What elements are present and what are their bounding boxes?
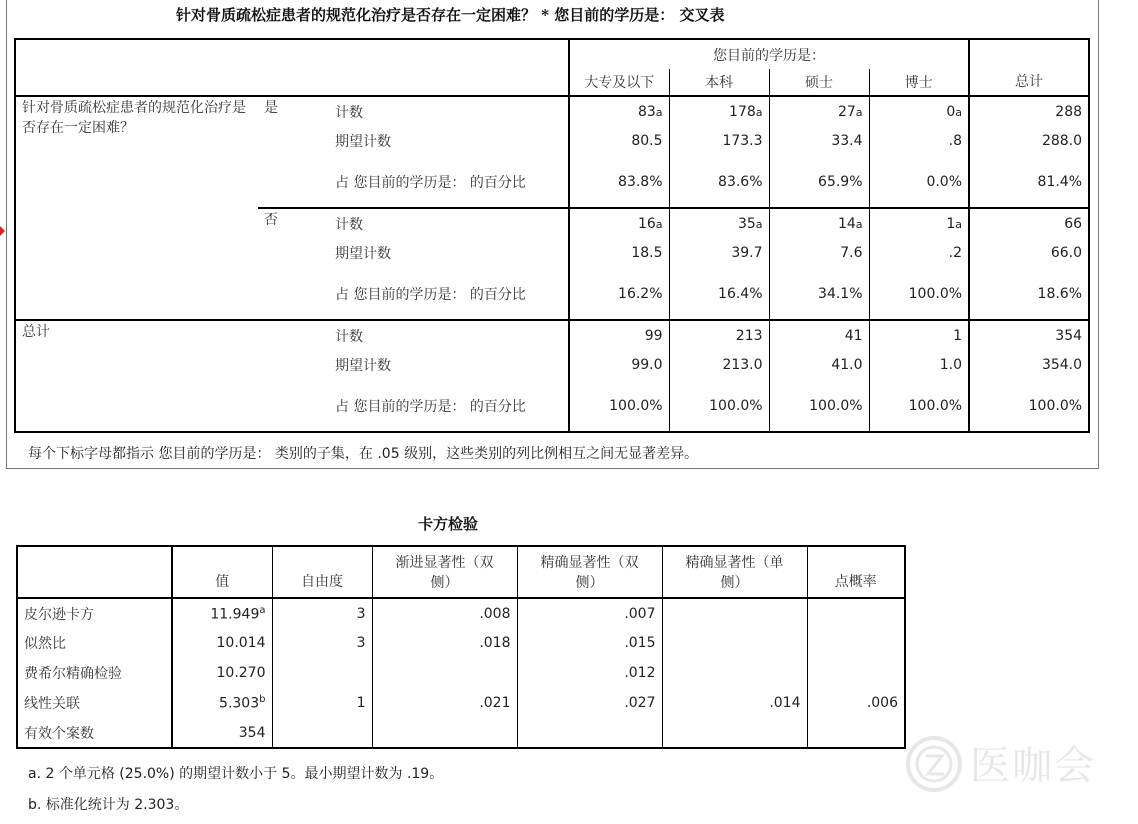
cell: 0a bbox=[869, 96, 969, 126]
row-var-label: 针对骨质疏松症患者的规范化治疗是否存在一定困难？ bbox=[15, 96, 258, 320]
cell bbox=[662, 718, 807, 748]
total-cell: 100.0% bbox=[969, 380, 1089, 432]
cell: 100.0% bbox=[769, 380, 869, 432]
cell: .012 bbox=[517, 658, 662, 688]
col-header: 精确显著性（单侧） bbox=[662, 546, 807, 598]
cell bbox=[272, 658, 372, 688]
cell: 33.4 bbox=[769, 126, 869, 156]
row-label: 有效个案数 bbox=[17, 718, 172, 748]
col-header: 精确显著性（双侧） bbox=[517, 546, 662, 598]
cell: 65.9% bbox=[769, 156, 869, 208]
cell: 1a bbox=[869, 208, 969, 238]
cell: 100.0% bbox=[869, 268, 969, 320]
stat-label: 占 您目前的学历是： 的百分比 bbox=[329, 268, 569, 320]
cell: 178a bbox=[669, 96, 769, 126]
stat-label: 期望计数 bbox=[335, 358, 391, 374]
category-label: 否 bbox=[258, 208, 329, 320]
cell: 213 bbox=[669, 320, 769, 350]
stat-label: 占 您目前的学历是： 的百分比 bbox=[335, 174, 526, 191]
col-header: 大专及以下 bbox=[569, 69, 669, 96]
cell: .027 bbox=[517, 688, 662, 718]
cell: .006 bbox=[807, 688, 905, 718]
cell: .008 bbox=[372, 598, 517, 628]
col-header: 渐进显著性（双侧） bbox=[372, 546, 517, 598]
cell: .8 bbox=[869, 126, 969, 156]
footnote-b: b. 标准化统计为 2.303。 bbox=[28, 797, 189, 813]
cell: 16.4% bbox=[669, 268, 769, 320]
cell bbox=[272, 718, 372, 748]
total-cell: 66 bbox=[969, 208, 1089, 238]
cell: 1.0 bbox=[869, 350, 969, 380]
total-cell: 354.0 bbox=[969, 350, 1089, 380]
cell: 354 bbox=[172, 718, 272, 748]
cell: 5.303$^b$ bbox=[172, 688, 272, 718]
watermark-text: 医咖会 bbox=[970, 743, 1096, 789]
cell: 80.5 bbox=[569, 126, 669, 156]
cell: .021 bbox=[372, 688, 517, 718]
crosstab-title: 针对骨质疏松症患者的规范化治疗是否存在一定困难？ * 您目前的学历是： 交叉表 bbox=[176, 6, 725, 24]
cell: 10.270 bbox=[172, 658, 272, 688]
cell: 16a bbox=[569, 208, 669, 238]
cell bbox=[807, 628, 905, 658]
stat-label: 计数 bbox=[329, 208, 569, 238]
total-cell: 18.6% bbox=[969, 268, 1089, 320]
cell bbox=[662, 658, 807, 688]
cell: 39.7 bbox=[669, 238, 769, 268]
cell: 100.0% bbox=[569, 380, 669, 432]
row-label: 似然比 bbox=[17, 628, 172, 658]
col-group-header: 您目前的学历是： bbox=[569, 39, 969, 69]
footnote-a: a. 2 个单元格 (25.0%) 的期望计数小于 5。最小期望计数为 .19。 bbox=[28, 766, 444, 782]
logo-mark-icon bbox=[898, 726, 968, 801]
total-header: 总计 bbox=[969, 39, 1089, 96]
cell: 16.2% bbox=[569, 268, 669, 320]
cell bbox=[662, 628, 807, 658]
cell bbox=[807, 598, 905, 628]
red-arrow-icon bbox=[0, 226, 5, 236]
cell: 14a bbox=[769, 208, 869, 238]
cell: 18.5 bbox=[569, 238, 669, 268]
corner-cell bbox=[17, 546, 172, 598]
cell: 10.014 bbox=[172, 628, 272, 658]
cell: 41.0 bbox=[769, 350, 869, 380]
cell: 83a bbox=[569, 96, 669, 126]
cell: 0.0% bbox=[869, 156, 969, 208]
cell: 100.0% bbox=[869, 380, 969, 432]
row-label: 线性关联 bbox=[17, 688, 172, 718]
crosstab-table bbox=[14, 38, 1090, 433]
col-header: 本科 bbox=[669, 69, 769, 96]
cell: 3 bbox=[272, 598, 372, 628]
row-label: 皮尔逊卡方 bbox=[17, 598, 172, 628]
cell bbox=[372, 718, 517, 748]
cell: .014 bbox=[662, 688, 807, 718]
cell: 83.8% bbox=[569, 156, 669, 208]
cell bbox=[372, 658, 517, 688]
stat-label: 计数 bbox=[335, 328, 363, 345]
stat-label: 期望计数 bbox=[335, 134, 391, 150]
cell: 173.3 bbox=[669, 126, 769, 156]
cell: .007 bbox=[517, 598, 662, 628]
cell: 11.949$^a$ bbox=[172, 598, 272, 628]
total-cell: 354 bbox=[969, 320, 1089, 350]
cell: 7.6 bbox=[769, 238, 869, 268]
cell: .018 bbox=[372, 628, 517, 658]
cell: 100.0% bbox=[669, 380, 769, 432]
cell bbox=[517, 718, 662, 748]
cell: 1 bbox=[869, 320, 969, 350]
cell: 99 bbox=[569, 320, 669, 350]
cell: 3 bbox=[272, 628, 372, 658]
cell: 35a bbox=[669, 208, 769, 238]
cell: 83.6% bbox=[669, 156, 769, 208]
chisq-table bbox=[16, 545, 906, 749]
col-header: 博士 bbox=[869, 69, 969, 96]
stat-label: 占 您目前的学历是： 的百分比 bbox=[329, 380, 569, 432]
cell: .015 bbox=[517, 628, 662, 658]
cell bbox=[807, 658, 905, 688]
stat-label: 计数 bbox=[335, 104, 363, 121]
cell bbox=[807, 718, 905, 748]
chisq-title: 卡方检验 bbox=[418, 515, 479, 533]
cell: 1 bbox=[272, 688, 372, 718]
row-label: 费希尔精确检验 bbox=[17, 658, 172, 688]
col-header: 自由度 bbox=[272, 546, 372, 598]
cell bbox=[662, 598, 807, 628]
grand-total-label: 总计 bbox=[15, 320, 329, 432]
total-cell: 288.0 bbox=[969, 126, 1089, 156]
cell: 213.0 bbox=[669, 350, 769, 380]
corner-cell bbox=[15, 39, 569, 96]
cell: 41 bbox=[769, 320, 869, 350]
col-header: 硕士 bbox=[769, 69, 869, 96]
total-cell: 288 bbox=[969, 96, 1089, 126]
crosstab-note: 每个下标字母都指示 您目前的学历是： 类别的子集，在 .05 级别，这些类别的列比例相互之间无显著差异。 bbox=[28, 446, 699, 462]
total-cell: 81.4% bbox=[969, 156, 1089, 208]
cell: .2 bbox=[869, 238, 969, 268]
category-label: 是 bbox=[264, 100, 278, 116]
cell: 34.1% bbox=[769, 268, 869, 320]
cell: 99.0 bbox=[569, 350, 669, 380]
col-header: 点概率 bbox=[807, 546, 905, 598]
stat-label: 期望计数 bbox=[335, 246, 391, 262]
watermark bbox=[898, 726, 1103, 801]
total-cell: 66.0 bbox=[969, 238, 1089, 268]
cell: 27a bbox=[769, 96, 869, 126]
col-header: 值 bbox=[172, 546, 272, 598]
